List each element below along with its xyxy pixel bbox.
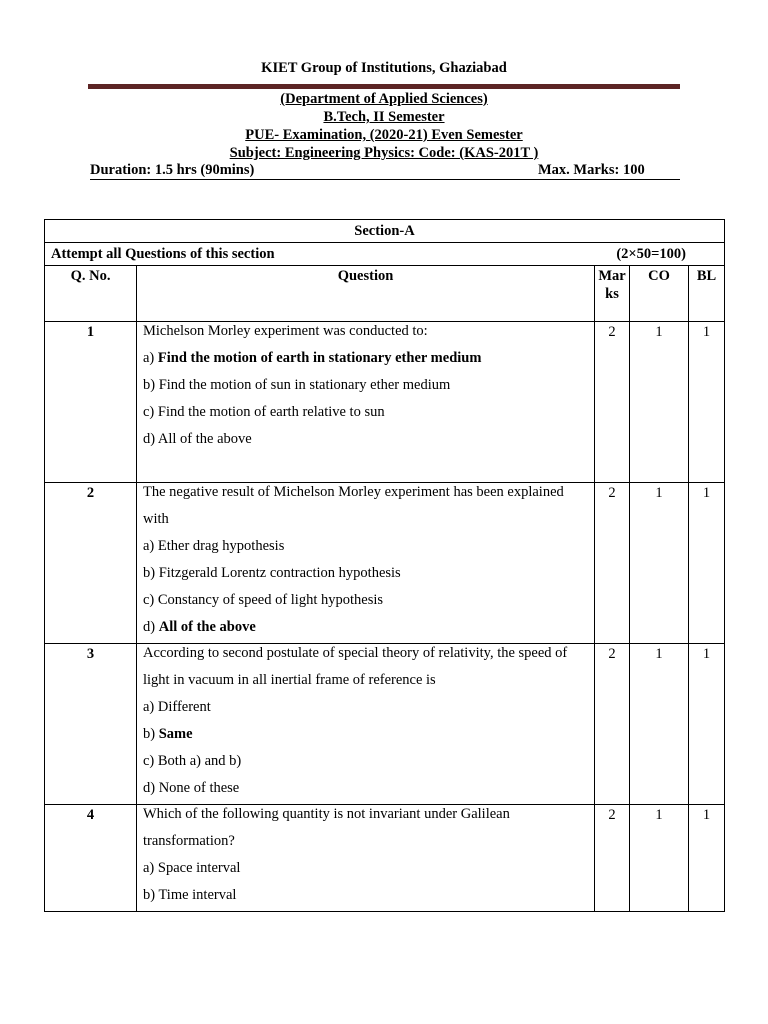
question-stem-cont: transformation? [143, 833, 235, 849]
question-stem-cont: with [143, 511, 169, 527]
question-stem: Which of the following quantity is not invariant under Galilean [143, 806, 510, 822]
subject-line [0, 144, 768, 162]
option [143, 614, 590, 641]
department-text: (Department of Applied Sciences) [280, 91, 488, 107]
option: c) Constancy of speed of light hypothesis [143, 592, 384, 608]
option: a) Different [143, 699, 211, 715]
question-number: 2 [45, 483, 137, 644]
header-bl: BL [689, 266, 725, 322]
bl-value: 1 [689, 644, 725, 805]
question-stem: Michelson Morley experiment was conducted to: [143, 323, 428, 339]
program-text: B.Tech, II Semester [323, 109, 445, 125]
program-line [0, 108, 768, 126]
header-qno: Q. No. [45, 266, 137, 322]
question-text [137, 644, 595, 805]
instruction-cell [45, 243, 725, 266]
option: a) Space interval [143, 860, 241, 876]
section-title: Section-A [45, 220, 725, 243]
option [143, 345, 590, 372]
header-rule [88, 84, 680, 89]
question-number: 3 [45, 644, 137, 805]
question-number: 4 [45, 805, 137, 912]
duration-row [90, 162, 680, 180]
option: d) None of these [143, 780, 240, 796]
marks-scheme: (2×50=100) [616, 246, 687, 262]
subject-text: Subject: Engineering Physics: Code: (KAS-201T ) [229, 145, 539, 161]
institution-name: KIET Group of Institutions, Ghaziabad [261, 60, 507, 76]
co-value: 1 [630, 644, 689, 805]
option-prefix: d) [143, 619, 159, 635]
section-title-row [45, 220, 725, 243]
option [143, 721, 590, 748]
question-stem-cont: light in vacuum in all inertial frame of reference is [143, 672, 436, 688]
header-question: Question [137, 266, 595, 322]
option: b) Time interval [143, 887, 237, 903]
option-prefix: b) [143, 726, 159, 742]
option: c) Both a) and b) [143, 753, 242, 769]
table-row [45, 483, 725, 644]
correct-answer: Find the motion of earth in stationary ether medium [157, 350, 482, 366]
bl-value: 1 [689, 322, 725, 483]
option: b) Find the motion of sun in stationary ether medium [143, 377, 451, 393]
header-co: CO [630, 266, 689, 322]
option: b) Fitzgerald Lorentz contraction hypothesis [143, 565, 401, 581]
question-text [137, 322, 595, 483]
question-text [137, 805, 595, 912]
question-stem: According to second postulate of special theory of relativity, the speed of [143, 645, 568, 661]
option: d) All of the above [143, 431, 252, 447]
marks-value: 2 [595, 805, 630, 912]
department-line [0, 90, 768, 108]
co-value: 1 [630, 805, 689, 912]
question-stem: The negative result of Michelson Morley experiment has been explained [143, 484, 564, 500]
header-marks: Marks [595, 266, 630, 322]
exam-text: PUE- Examination, (2020-21) Even Semester [245, 127, 523, 143]
column-header-row [45, 266, 725, 322]
marks-value: 2 [595, 644, 630, 805]
marks-value: 2 [595, 483, 630, 644]
bl-value: 1 [689, 483, 725, 644]
table-row [45, 322, 725, 483]
table-row [45, 644, 725, 805]
question-table [44, 219, 725, 912]
max-marks-text: Max. Marks: 100 [538, 162, 645, 178]
marks-value: 2 [595, 322, 630, 483]
correct-answer: Same [158, 726, 193, 742]
instruction-row [45, 243, 725, 266]
table-row [45, 805, 725, 912]
question-text [137, 483, 595, 644]
co-value: 1 [630, 483, 689, 644]
option-prefix: a) [143, 350, 158, 366]
instruction-text: Attempt all Questions of this section [51, 246, 275, 262]
co-value: 1 [630, 322, 689, 483]
option: a) Ether drag hypothesis [143, 538, 285, 554]
question-number: 1 [45, 322, 137, 483]
option: c) Find the motion of earth relative to sun [143, 404, 385, 420]
bl-value: 1 [689, 805, 725, 912]
duration-text: Duration: 1.5 hrs (90mins) [90, 162, 255, 178]
correct-answer: All of the above [158, 619, 256, 635]
exam-line [0, 126, 768, 144]
